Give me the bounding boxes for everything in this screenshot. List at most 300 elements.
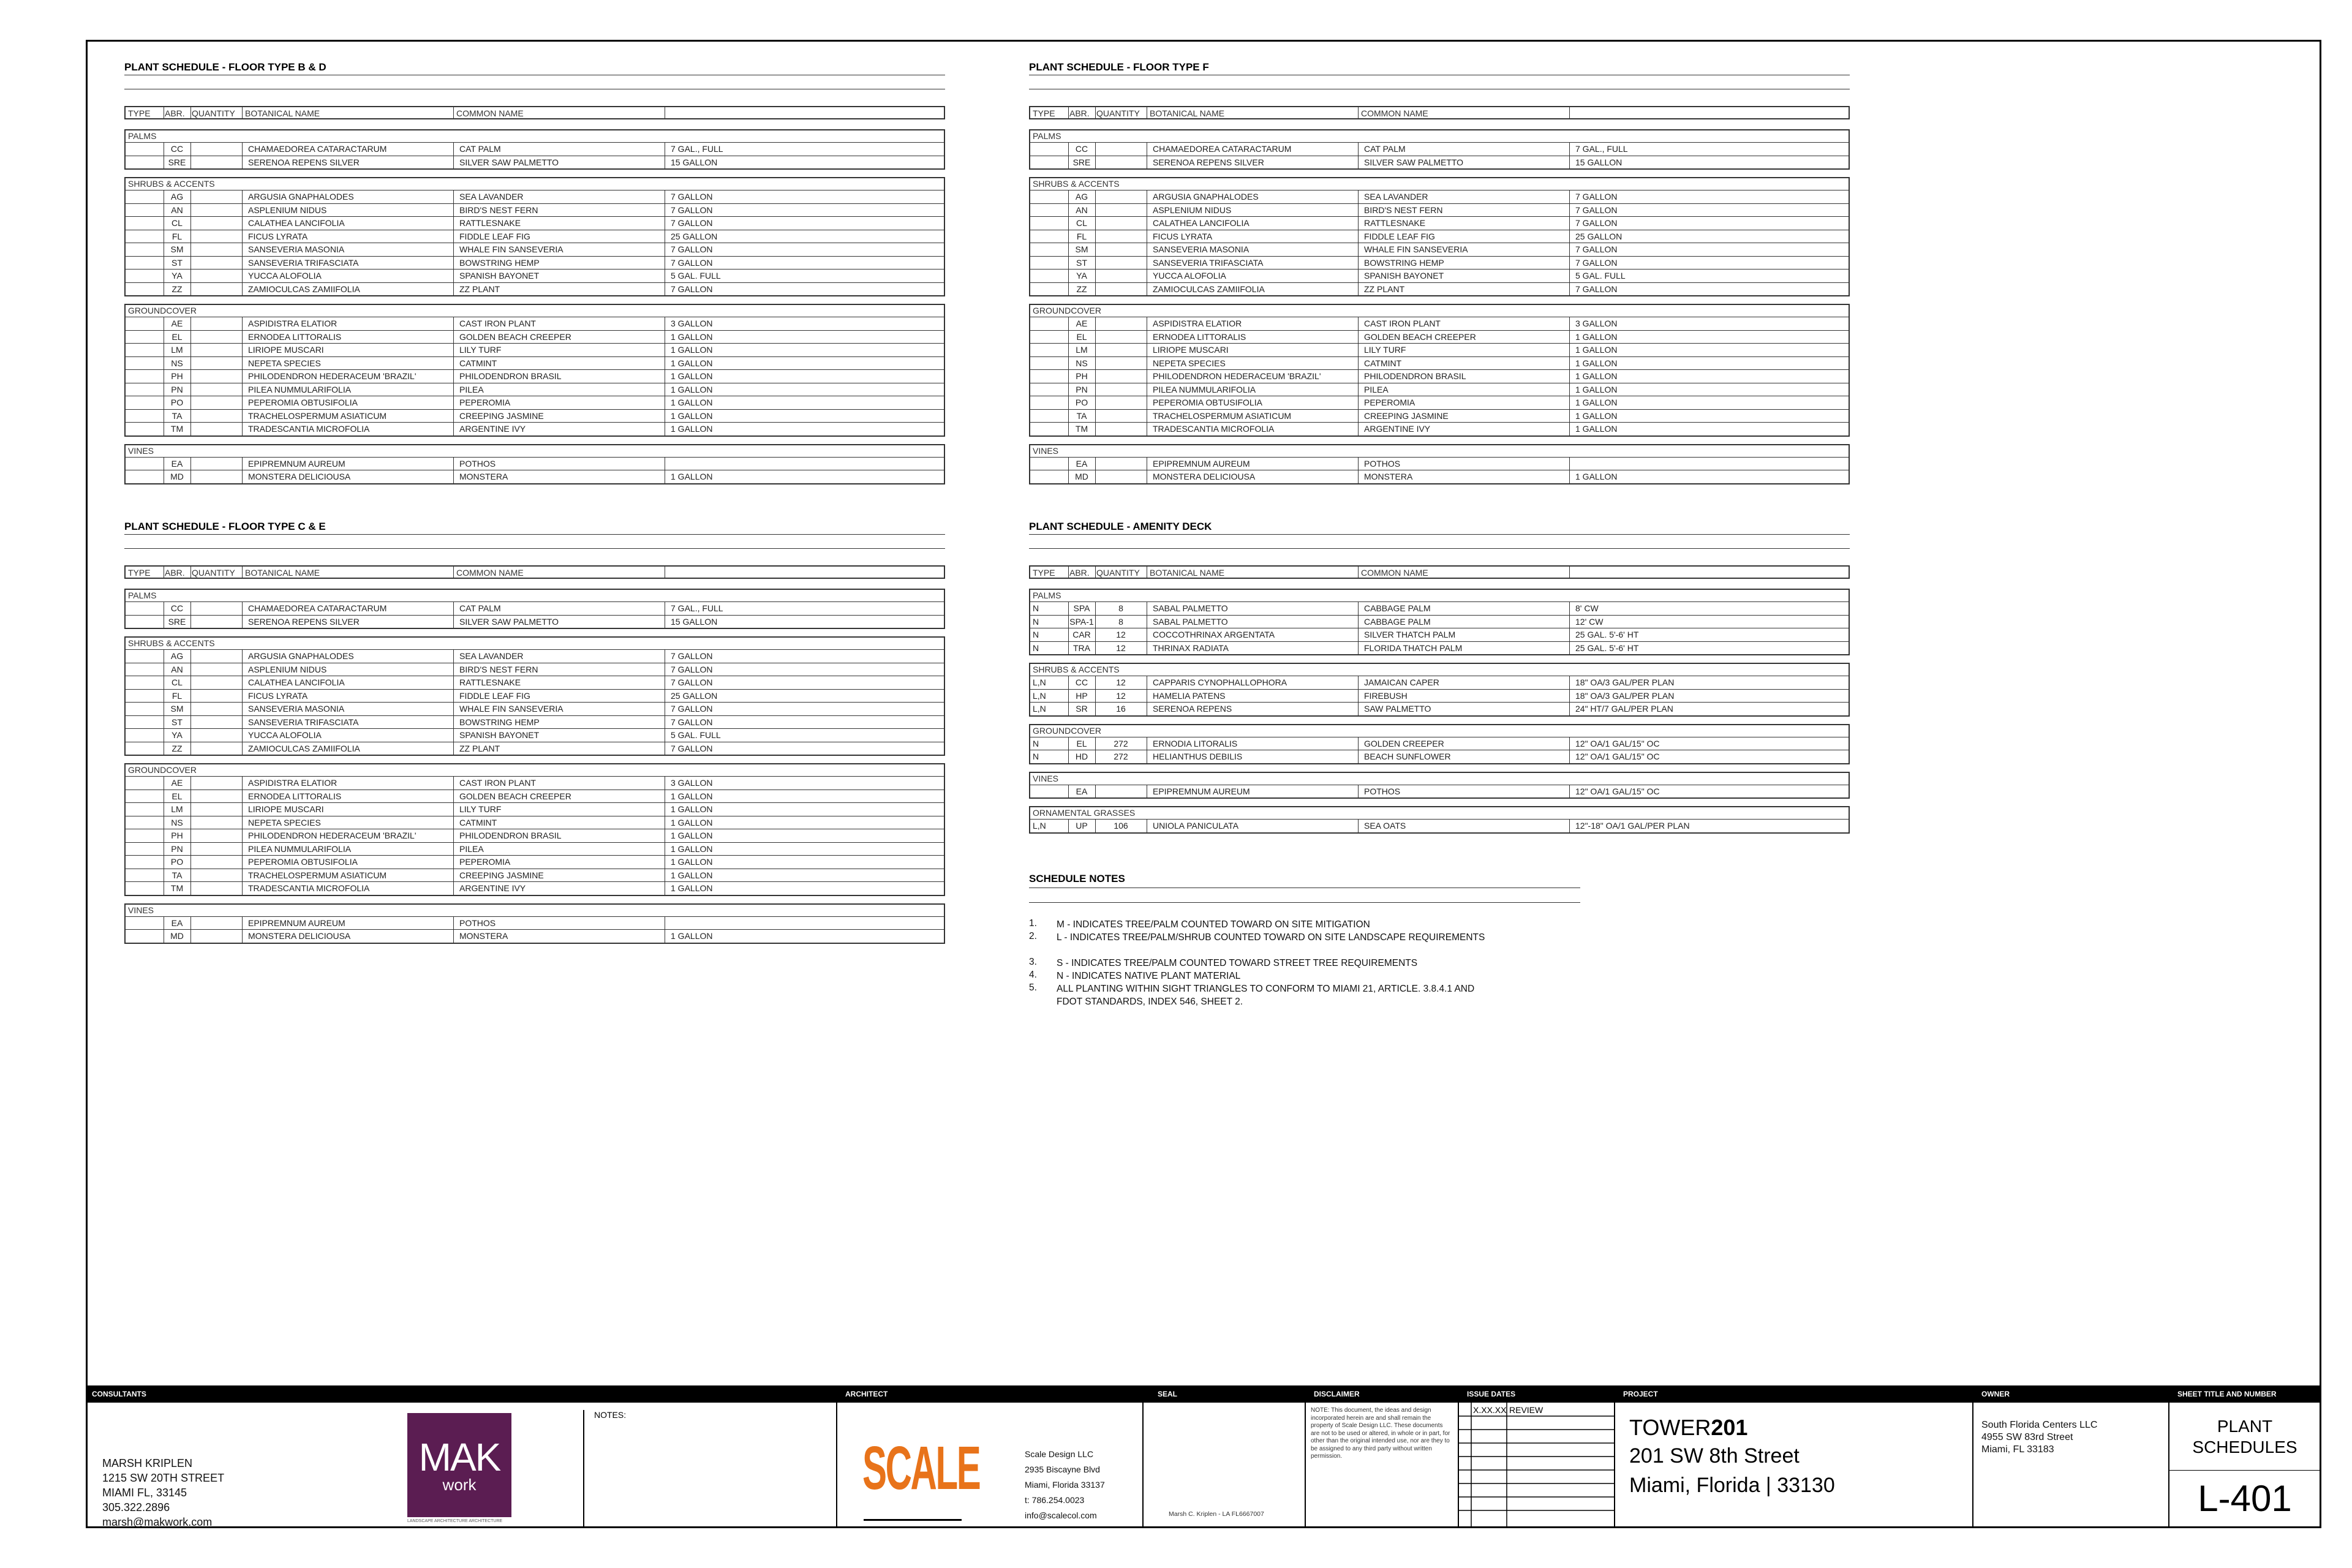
row-divider bbox=[1068, 383, 1069, 396]
row-divider bbox=[1569, 190, 1570, 203]
cell-botanical: CHAMAEDOREA CATARACTARUM bbox=[248, 603, 387, 613]
row-divider bbox=[1358, 703, 1359, 715]
header-type: TYPE bbox=[128, 568, 151, 578]
cell-abr: AE bbox=[171, 778, 183, 788]
cell-size: 1 GALLON bbox=[1575, 424, 1618, 434]
cell-size: 1 GALLON bbox=[671, 345, 713, 355]
cell-common: SILVER SAW PALMETTO bbox=[459, 157, 559, 167]
row-divider bbox=[1095, 470, 1096, 483]
row-divider bbox=[190, 790, 191, 803]
row-divider bbox=[1095, 190, 1096, 203]
table-row bbox=[126, 369, 944, 383]
row-divider bbox=[453, 790, 454, 803]
row-divider bbox=[190, 357, 191, 370]
row-divider bbox=[242, 803, 243, 816]
owner-info: South Florida Centers LLC 4955 SW 83rd Street Miami, FL 33183 bbox=[1981, 1420, 2098, 1455]
row-divider bbox=[242, 616, 243, 628]
table-row bbox=[1030, 383, 1849, 396]
cell-abr: CC bbox=[1075, 677, 1088, 687]
cell-abr: NS bbox=[171, 358, 183, 368]
cell-size: 7 GALLON bbox=[1575, 205, 1618, 215]
row-divider bbox=[1569, 820, 1570, 832]
cell-botanical: ASPIDISTRA ELATIOR bbox=[248, 778, 337, 788]
table-header-row bbox=[124, 565, 945, 579]
cell-common: LILY TURF bbox=[1364, 345, 1406, 355]
group-shrubs bbox=[124, 177, 945, 296]
cell-common: BIRD'S NEST FERN bbox=[459, 664, 538, 674]
cell-abr: TM bbox=[170, 424, 184, 434]
cell-size: 7 GALLON bbox=[671, 664, 713, 674]
row-divider bbox=[242, 856, 243, 869]
row-divider bbox=[1068, 423, 1069, 435]
row-divider bbox=[453, 357, 454, 370]
row-divider bbox=[1569, 257, 1570, 270]
row-divider bbox=[242, 676, 243, 689]
row-divider bbox=[242, 816, 243, 829]
row-divider bbox=[242, 190, 243, 203]
row-divider bbox=[242, 829, 243, 842]
header-divider bbox=[1068, 567, 1069, 578]
title-underline bbox=[1029, 534, 1850, 535]
cell-botanical: EPIPREMNUM AUREUM bbox=[248, 458, 345, 469]
cell-common: PILEA bbox=[459, 384, 484, 394]
row-divider bbox=[190, 423, 191, 435]
cell-size: 7 GALLON bbox=[671, 651, 713, 661]
cell-botanical: SANSEVERIA MASONIA bbox=[1153, 244, 1250, 254]
cell-size: 3 GALLON bbox=[671, 318, 713, 328]
cell-size: 25 GALLON bbox=[1575, 231, 1623, 241]
cell-common: PILEA bbox=[1364, 384, 1389, 394]
cell-abr: LM bbox=[171, 345, 183, 355]
row-divider bbox=[1358, 616, 1359, 628]
cell-common: SEA OATS bbox=[1364, 821, 1406, 831]
row-divider bbox=[453, 843, 454, 856]
table-row bbox=[126, 230, 944, 243]
row-divider bbox=[1095, 344, 1096, 356]
row-divider bbox=[242, 843, 243, 856]
table-row bbox=[126, 802, 944, 816]
cell-size: 7 GALLON bbox=[671, 218, 713, 228]
cell-common: MONSTERA bbox=[459, 472, 508, 481]
row-divider bbox=[190, 917, 191, 930]
table-row bbox=[126, 470, 944, 483]
cell-common: GOLDEN BEACH CREEPER bbox=[459, 791, 571, 801]
consultants-header: CONSULTANTS bbox=[92, 1390, 146, 1398]
cell-common: ARGENTINE IVY bbox=[1364, 424, 1431, 434]
cell-size: 1 GALLON bbox=[1575, 371, 1618, 381]
cell-botanical: LIRIOPE MUSCARI bbox=[1153, 345, 1229, 355]
cell-abr: FL bbox=[172, 690, 183, 701]
row-divider bbox=[1358, 217, 1359, 230]
cell-type: L,N bbox=[1033, 690, 1046, 701]
cell-common: BEACH SUNFLOWER bbox=[1364, 752, 1451, 761]
cell-botanical: FICUS LYRATA bbox=[248, 231, 308, 241]
row-divider bbox=[1095, 383, 1096, 396]
schedule-notes-title: SCHEDULE NOTES bbox=[1029, 873, 1125, 884]
group-label: SHRUBS & ACCENTS bbox=[128, 179, 215, 189]
table-row bbox=[126, 330, 944, 344]
cell-abr: HD bbox=[1075, 752, 1088, 761]
row-divider bbox=[1358, 785, 1359, 798]
row-divider bbox=[453, 829, 454, 842]
cell-abr: AG bbox=[170, 651, 184, 661]
cell-common: SILVER THATCH PALM bbox=[1364, 630, 1456, 639]
cell-abr: NS bbox=[171, 817, 183, 827]
cell-size: 1 GALLON bbox=[1575, 410, 1618, 421]
header-qty: QUANTITY bbox=[1096, 568, 1140, 578]
row-divider bbox=[1095, 396, 1096, 409]
table-row bbox=[126, 282, 944, 296]
table-row bbox=[1030, 409, 1849, 423]
cell-botanical: ARGUSIA GNAPHALODES bbox=[248, 651, 354, 661]
row-divider bbox=[242, 317, 243, 330]
table-row bbox=[1030, 689, 1849, 703]
cell-botanical: THRINAX RADIATA bbox=[1153, 643, 1229, 653]
header-botanical: BOTANICAL NAME bbox=[245, 108, 320, 118]
row-divider bbox=[1068, 750, 1069, 763]
row-divider bbox=[453, 930, 454, 943]
project-city: Miami, Florida | 33130 bbox=[1629, 1474, 1835, 1497]
row-divider bbox=[1068, 628, 1069, 641]
cell-common: SILVER SAW PALMETTO bbox=[1364, 157, 1464, 167]
row-divider bbox=[190, 217, 191, 230]
cell-common: BOWSTRING HEMP bbox=[459, 717, 540, 727]
cell-common: SPANISH BAYONET bbox=[1364, 271, 1444, 281]
cell-abr: PH bbox=[171, 371, 183, 381]
cell-abr: AG bbox=[1075, 192, 1088, 202]
row-divider bbox=[453, 204, 454, 217]
cell-size: 7 GALLON bbox=[671, 192, 713, 202]
cell-common: ARGENTINE IVY bbox=[459, 424, 526, 434]
row-divider bbox=[1569, 737, 1570, 750]
table-row bbox=[126, 317, 944, 330]
cell-size: 18" OA/3 GAL/PER PLAN bbox=[1575, 677, 1675, 687]
header-common: COMMON NAME bbox=[456, 108, 524, 118]
cell-type: N bbox=[1033, 630, 1039, 639]
group-palms bbox=[1029, 129, 1850, 170]
row-divider bbox=[453, 663, 454, 676]
cell-size: 24" HT/7 GAL/PER PLAN bbox=[1575, 704, 1673, 714]
row-divider bbox=[190, 676, 191, 689]
row-divider bbox=[1358, 676, 1359, 689]
cell-botanical: COCCOTHRINAX ARGENTATA bbox=[1153, 630, 1275, 639]
row-divider bbox=[1358, 204, 1359, 217]
cell-type: N bbox=[1033, 643, 1039, 653]
cell-size: 12' CW bbox=[1575, 616, 1604, 627]
row-divider bbox=[1095, 737, 1096, 750]
row-divider bbox=[190, 930, 191, 943]
table-row bbox=[1030, 750, 1849, 763]
cell-botanical: ASPIDISTRA ELATIOR bbox=[1153, 318, 1242, 328]
cell-abr: LM bbox=[1076, 345, 1088, 355]
row-divider bbox=[1095, 217, 1096, 230]
row-divider bbox=[1569, 156, 1570, 169]
cell-abr: LM bbox=[171, 804, 183, 814]
row-divider bbox=[190, 829, 191, 842]
cell-abr: CC bbox=[1075, 144, 1088, 154]
row-divider bbox=[453, 190, 454, 203]
cell-botanical: PHILODENDRON HEDERACEUM 'BRAZIL' bbox=[248, 831, 417, 840]
row-divider bbox=[1358, 283, 1359, 296]
cell-abr: PO bbox=[1075, 398, 1088, 407]
cell-botanical: CHAMAEDOREA CATARACTARUM bbox=[248, 144, 387, 154]
row-divider bbox=[242, 930, 243, 943]
header-abr: ABR. bbox=[165, 568, 185, 578]
table-row bbox=[1030, 601, 1849, 615]
row-divider bbox=[1569, 410, 1570, 423]
cell-botanical: PILEA NUMMULARIFOLIA bbox=[248, 384, 352, 394]
cell-botanical: TRACHELOSPERMUM ASIATICUM bbox=[248, 870, 387, 880]
row-divider bbox=[190, 650, 191, 663]
divider bbox=[583, 1410, 584, 1528]
cell-abr: EA bbox=[171, 458, 183, 469]
architect-info: Scale Design LLC 2935 Biscayne Blvd Miami, Florida 33137 t: 786.254.0023 info@scalecol.com bbox=[1025, 1449, 1105, 1520]
table-row bbox=[126, 728, 944, 742]
table-row bbox=[126, 601, 944, 615]
row-divider bbox=[1569, 703, 1570, 715]
row-divider bbox=[242, 410, 243, 423]
cell-common: MONSTERA bbox=[1364, 472, 1413, 481]
table-row bbox=[126, 776, 944, 790]
cell-botanical: SERENOA REPENS bbox=[1153, 704, 1232, 714]
cell-abr: CC bbox=[170, 144, 184, 154]
row-divider bbox=[1068, 737, 1069, 750]
header-divider bbox=[1358, 107, 1359, 118]
row-divider bbox=[1095, 156, 1096, 169]
row-divider bbox=[242, 703, 243, 715]
row-divider bbox=[1569, 628, 1570, 641]
consultant-info: MARSH KRIPLEN 1215 SW 20TH STREET MIAMI FL, 33145 305.322.2896 marsh@makwork.com bbox=[102, 1457, 225, 1528]
row-divider bbox=[1358, 344, 1359, 356]
header-type: TYPE bbox=[1033, 108, 1055, 118]
row-divider bbox=[1095, 785, 1096, 798]
row-divider bbox=[453, 331, 454, 344]
row-divider bbox=[1358, 270, 1359, 282]
cell-common: CAT PALM bbox=[459, 603, 501, 613]
row-divider bbox=[453, 410, 454, 423]
row-divider bbox=[1095, 602, 1096, 615]
row-divider bbox=[1095, 230, 1096, 243]
cell-common: RATTLESNAKE bbox=[459, 218, 521, 228]
title-underline-2 bbox=[1029, 548, 1850, 549]
row-divider bbox=[453, 917, 454, 930]
group-label: PALMS bbox=[1033, 590, 1061, 600]
cell-common: CATMINT bbox=[459, 358, 497, 368]
cell-size: 1 GALLON bbox=[671, 371, 713, 381]
cell-botanical: ARGUSIA GNAPHALODES bbox=[248, 192, 354, 202]
cell-botanical: PEPEROMIA OBTUSIFOLIA bbox=[248, 857, 358, 867]
table-row bbox=[1030, 356, 1849, 370]
row-divider bbox=[1358, 243, 1359, 256]
cell-abr: TM bbox=[1075, 424, 1088, 434]
divider bbox=[836, 1403, 837, 1528]
cell-quantity: 16 bbox=[1116, 704, 1126, 714]
row-divider bbox=[1569, 383, 1570, 396]
cell-common: SEA LAVANDER bbox=[459, 651, 524, 661]
row-divider bbox=[1358, 383, 1359, 396]
header-abr: ABR. bbox=[1069, 568, 1090, 578]
table-row bbox=[1030, 457, 1849, 470]
row-divider bbox=[1068, 283, 1069, 296]
cell-size: 3 GALLON bbox=[671, 778, 713, 788]
cell-botanical: CALATHEA LANCIFOLIA bbox=[1153, 218, 1250, 228]
cell-botanical: LIRIOPE MUSCARI bbox=[248, 804, 324, 814]
cell-botanical: SERENOA REPENS SILVER bbox=[248, 616, 360, 627]
table-header-row bbox=[1029, 106, 1850, 119]
schedule-title: PLANT SCHEDULE - AMENITY DECK bbox=[1029, 521, 1212, 532]
row-divider bbox=[190, 843, 191, 856]
cell-size: 1 GALLON bbox=[671, 857, 713, 867]
row-divider bbox=[242, 370, 243, 383]
row-divider bbox=[1358, 820, 1359, 832]
row-divider bbox=[453, 777, 454, 790]
table-row bbox=[1030, 190, 1849, 203]
row-divider bbox=[1569, 357, 1570, 370]
cell-botanical: NEPETA SPECIES bbox=[1153, 358, 1226, 368]
table-row bbox=[126, 156, 944, 169]
table-row bbox=[126, 356, 944, 370]
row-divider bbox=[242, 663, 243, 676]
row-divider bbox=[1068, 602, 1069, 615]
row-divider bbox=[1095, 820, 1096, 832]
row-divider bbox=[1358, 156, 1359, 169]
header-abr: ABR. bbox=[165, 108, 185, 118]
scale-logo: SCALE bbox=[862, 1434, 980, 1502]
row-divider bbox=[1095, 750, 1096, 763]
row-divider bbox=[242, 690, 243, 703]
group-label: SHRUBS & ACCENTS bbox=[1033, 179, 1120, 189]
cell-size: 1 GALLON bbox=[671, 472, 713, 481]
group-label: GROUNDCOVER bbox=[1033, 306, 1102, 315]
row-divider bbox=[1095, 423, 1096, 435]
cell-size: 1 GALLON bbox=[671, 817, 713, 827]
cell-abr: AN bbox=[171, 664, 183, 674]
row-divider bbox=[190, 869, 191, 882]
cell-size: 7 GALLON bbox=[1575, 192, 1618, 202]
row-divider bbox=[190, 243, 191, 256]
cell-abr: CAR bbox=[1072, 630, 1091, 639]
row-divider bbox=[190, 270, 191, 282]
row-divider bbox=[453, 270, 454, 282]
cell-common: CAT PALM bbox=[1364, 144, 1406, 154]
cell-common: POTHOS bbox=[1364, 786, 1401, 796]
header-qty: QUANTITY bbox=[192, 568, 235, 578]
row-divider bbox=[1358, 317, 1359, 330]
cell-common: SPANISH BAYONET bbox=[459, 730, 540, 740]
row-divider bbox=[1068, 317, 1069, 330]
table-row bbox=[126, 615, 944, 628]
row-divider bbox=[453, 423, 454, 435]
row-divider bbox=[1095, 204, 1096, 217]
cell-botanical: FICUS LYRATA bbox=[248, 690, 308, 701]
header-divider bbox=[453, 107, 454, 118]
cell-common: BIRD'S NEST FERN bbox=[459, 205, 538, 215]
cell-abr: FL bbox=[172, 231, 183, 241]
row-divider bbox=[453, 383, 454, 396]
cell-common: GOLDEN BEACH CREEPER bbox=[459, 331, 571, 342]
cell-botanical: CAPPARIS CYNOPHALLOPHORA bbox=[1153, 677, 1287, 687]
cell-abr: SPA-1 bbox=[1069, 616, 1094, 627]
cell-common: FIDDLE LEAF FIG bbox=[1364, 231, 1435, 241]
cell-abr: CC bbox=[170, 603, 184, 613]
cell-botanical: TRACHELOSPERMUM ASIATICUM bbox=[1153, 410, 1292, 421]
table-row bbox=[126, 855, 944, 869]
row-divider bbox=[190, 458, 191, 470]
row-divider bbox=[1068, 243, 1069, 256]
cell-botanical: CALATHEA LANCIFOLIA bbox=[248, 218, 345, 228]
group-label: VINES bbox=[128, 905, 154, 915]
row-divider bbox=[242, 458, 243, 470]
cell-botanical: MONSTERA DELICIOUSA bbox=[248, 931, 351, 941]
table-row bbox=[126, 663, 944, 676]
table-row bbox=[126, 869, 944, 882]
row-divider bbox=[1095, 703, 1096, 715]
cell-botanical: SANSEVERIA TRIFASCIATA bbox=[248, 717, 359, 727]
cell-common: GOLDEN BEACH CREEPER bbox=[1364, 331, 1476, 342]
row-divider bbox=[1569, 676, 1570, 689]
seal-header: SEAL bbox=[1158, 1390, 1178, 1398]
cell-botanical: SERENOA REPENS SILVER bbox=[248, 157, 360, 167]
cell-abr: MD bbox=[170, 472, 184, 481]
cell-type: N bbox=[1033, 616, 1039, 627]
cell-size: 7 GALLON bbox=[1575, 218, 1618, 228]
row-divider bbox=[242, 742, 243, 755]
table-row bbox=[126, 842, 944, 856]
row-divider bbox=[1068, 785, 1069, 798]
cell-abr: EA bbox=[171, 918, 183, 928]
row-divider bbox=[1095, 331, 1096, 344]
group-palms bbox=[124, 129, 945, 170]
cell-common: WHALE FIN SANSEVERIA bbox=[459, 704, 564, 714]
row-divider bbox=[1095, 458, 1096, 470]
cell-abr: EL bbox=[172, 791, 183, 801]
table-row bbox=[1030, 317, 1849, 330]
row-divider bbox=[1358, 370, 1359, 383]
cell-botanical: UNIOLA PANICULATA bbox=[1153, 821, 1239, 831]
header-qty: QUANTITY bbox=[192, 108, 235, 118]
cell-quantity: 12 bbox=[1116, 643, 1126, 653]
title-underline-2 bbox=[124, 548, 945, 549]
group-label: SHRUBS & ACCENTS bbox=[1033, 665, 1120, 674]
row-divider bbox=[1358, 750, 1359, 763]
cell-size: 7 GALLON bbox=[671, 717, 713, 727]
row-divider bbox=[1358, 143, 1359, 156]
cell-size: 12" OA/1 GAL/15" OC bbox=[1575, 752, 1660, 761]
cell-common: PILEA bbox=[459, 843, 484, 854]
cell-abr: MD bbox=[170, 931, 184, 941]
cell-size: 1 GALLON bbox=[671, 804, 713, 814]
group-vines bbox=[1029, 772, 1850, 799]
header-divider bbox=[242, 567, 243, 578]
cell-abr: CL bbox=[1076, 218, 1087, 228]
table-row bbox=[126, 396, 944, 409]
row-divider bbox=[1358, 331, 1359, 344]
table-row bbox=[126, 142, 944, 156]
row-divider bbox=[453, 616, 454, 628]
cell-abr: PO bbox=[170, 398, 184, 407]
cell-botanical: PILEA NUMMULARIFOLIA bbox=[248, 843, 352, 854]
cell-common: PEPEROMIA bbox=[459, 398, 511, 407]
cell-abr: AG bbox=[170, 192, 184, 202]
row-divider bbox=[242, 869, 243, 882]
cell-abr: SRE bbox=[168, 157, 186, 167]
cell-common: JAMAICAN CAPER bbox=[1364, 677, 1439, 687]
row-divider bbox=[1068, 190, 1069, 203]
cell-size: 18" OA/3 GAL/PER PLAN bbox=[1575, 690, 1675, 701]
mak-work-logo: MAK work bbox=[407, 1413, 511, 1517]
row-divider bbox=[1068, 217, 1069, 230]
seal-text: Marsh C. Kriplen - LA FL6667007 bbox=[1169, 1510, 1264, 1518]
